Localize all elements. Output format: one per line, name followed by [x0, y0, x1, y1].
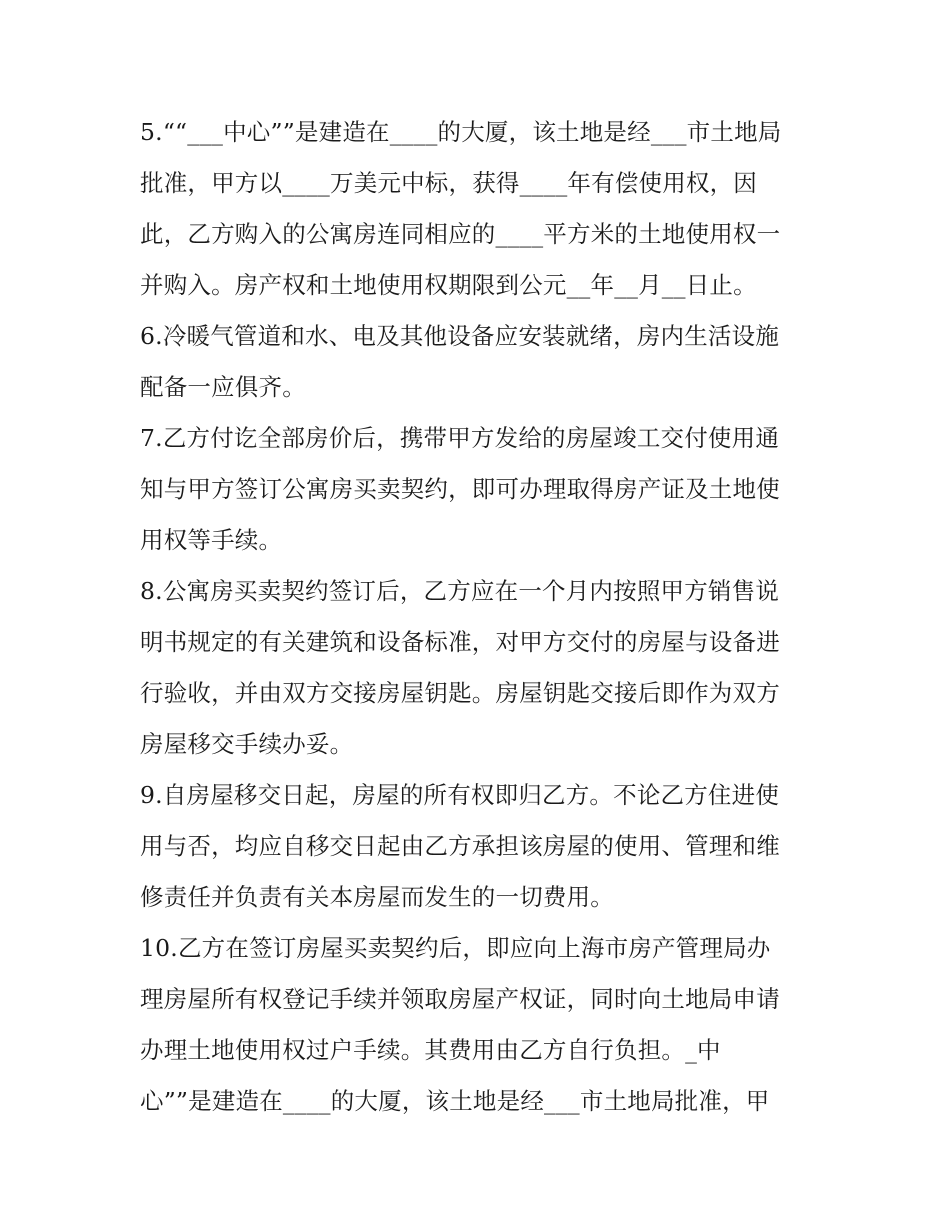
text-line: 修责任并负责有关本房屋而发生的一切费用。: [140, 883, 614, 911]
text-line: 理房屋所有权登记手续并领取房屋产权证，同时向土地局申请: [140, 985, 780, 1013]
text-line: 用与否，均应自移交日起由乙方承担该房屋的使用、管理和维: [140, 832, 780, 860]
text-line: 并购入。房产权和土地使用权期限到公元__年__月__日止。: [140, 271, 757, 299]
text-line: 心””是建造在____的大厦，该土地是经___市土地局批准，甲: [140, 1087, 770, 1115]
text-line: 此，乙方购入的公寓房连同相应的____平方米的土地使用权一: [140, 220, 781, 248]
text-line: 10.乙方在签订房屋买卖契约后，即应向上海市房产管理局办: [140, 934, 771, 962]
text-line: 7.乙方付讫全部房价后，携带甲方发给的房屋竣工交付使用通: [140, 424, 780, 452]
text-line: 房屋移交手续办妥。: [140, 730, 354, 758]
text-line: 行验收，并由双方交接房屋钥匙。房屋钥匙交接后即作为双方: [140, 679, 780, 707]
text-line: 办理土地使用权过户手续。其费用由乙方自行负担。_中: [140, 1036, 721, 1064]
text-line: 知与甲方签订公寓房买卖契约，即可办理取得房产证及土地使: [140, 475, 780, 503]
text-line: 6.冷暖气管道和水、电及其他设备应安装就绪，房内生活设施: [140, 322, 780, 350]
text-line: 5.““___中心””是建造在____的大厦，该土地是经___市土地局: [140, 118, 782, 146]
text-line: 批准，甲方以____万美元中标，获得____年有偿使用权，因: [140, 169, 757, 197]
text-line: 8.公寓房买卖契约签订后，乙方应在一个月内按照甲方销售说: [140, 577, 780, 605]
text-line: 9.自房屋移交日起，房屋的所有权即归乙方。不论乙方住进使: [140, 781, 780, 809]
document-body: [140, 107, 820, 1127]
text-line: 用权等手续。: [140, 526, 283, 554]
text-line: 配备一应俱齐。: [140, 373, 306, 401]
text-line: 明书规定的有关建筑和设备标准，对甲方交付的房屋与设备进: [140, 628, 780, 656]
